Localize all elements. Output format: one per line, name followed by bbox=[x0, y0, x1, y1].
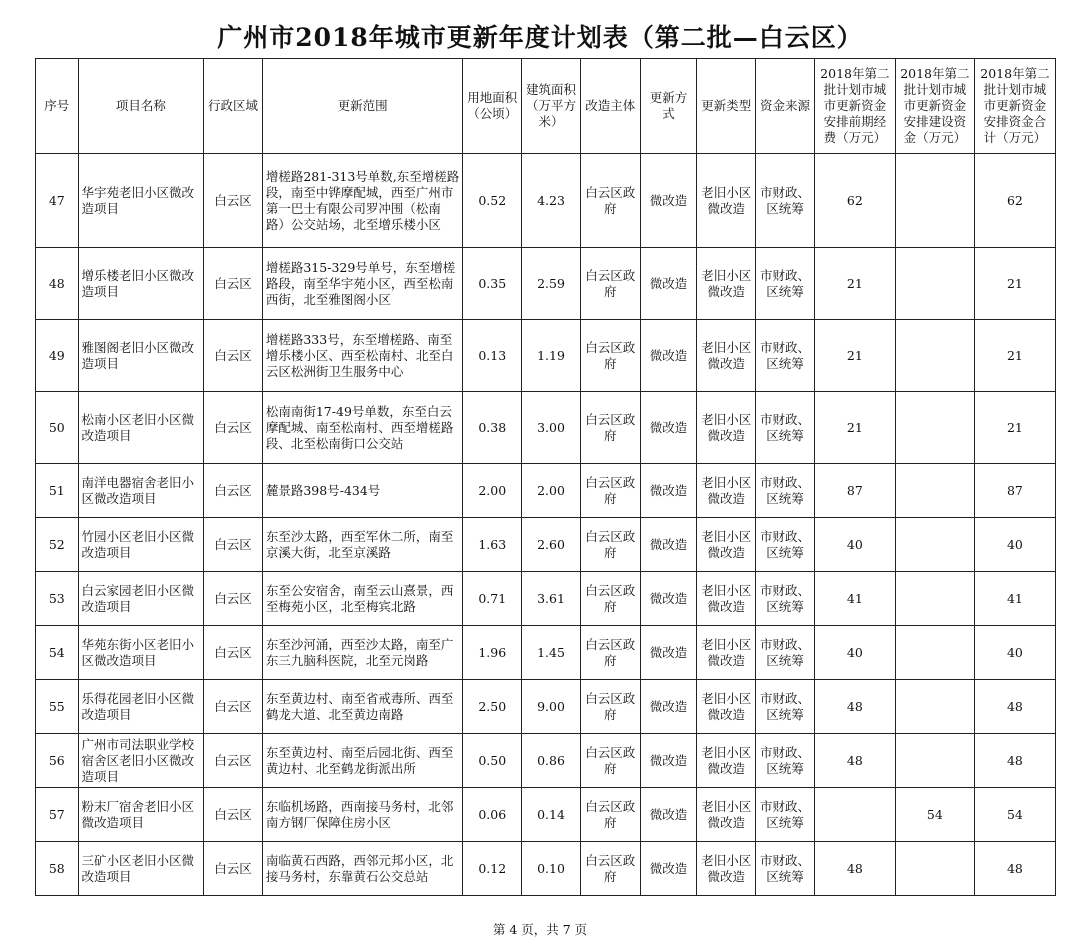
cell-district: 白云区 bbox=[204, 392, 263, 464]
cell-total-funds: 48 bbox=[974, 734, 1055, 788]
cell-district: 白云区 bbox=[204, 154, 263, 248]
cell-land-area: 0.06 bbox=[463, 788, 522, 842]
cell-subject: 白云区政府 bbox=[580, 626, 640, 680]
cell-land-area: 0.52 bbox=[463, 154, 522, 248]
cell-no: 53 bbox=[36, 572, 79, 626]
cell-name: 华苑东街小区老旧小区微改造项目 bbox=[78, 626, 204, 680]
cell-name: 增乐楼老旧小区微改造项目 bbox=[78, 248, 204, 320]
cell-land-area: 2.50 bbox=[463, 680, 522, 734]
header-scope: 更新范围 bbox=[262, 59, 463, 154]
cell-pre-funds: 48 bbox=[814, 680, 895, 734]
cell-construction-funds bbox=[895, 392, 974, 464]
cell-method: 微改造 bbox=[640, 680, 697, 734]
cell-construction-funds bbox=[895, 842, 974, 896]
cell-building-area: 3.61 bbox=[522, 572, 581, 626]
cell-building-area: 1.19 bbox=[522, 320, 581, 392]
cell-no: 58 bbox=[36, 842, 79, 896]
cell-district: 白云区 bbox=[204, 842, 263, 896]
cell-building-area: 2.00 bbox=[522, 464, 581, 518]
page-footer: 第 4 页，共 7 页 bbox=[492, 922, 588, 937]
cell-construction-funds bbox=[895, 248, 974, 320]
cell-building-area: 4.23 bbox=[522, 154, 581, 248]
cell-total-funds: 48 bbox=[974, 842, 1055, 896]
cell-fund-source: 市财政、区统筹 bbox=[756, 392, 815, 464]
cell-land-area: 0.13 bbox=[463, 320, 522, 392]
cell-district: 白云区 bbox=[204, 248, 263, 320]
header-construction-funds: 2018年第二批计划市城市更新资金安排建设资金（万元） bbox=[895, 59, 974, 154]
cell-total-funds: 54 bbox=[974, 788, 1055, 842]
cell-fund-source: 市财政、区统筹 bbox=[756, 518, 815, 572]
cell-land-area: 0.38 bbox=[463, 392, 522, 464]
cell-fund-source: 市财政、区统筹 bbox=[756, 572, 815, 626]
cell-name: 粉末厂宿舍老旧小区微改造项目 bbox=[78, 788, 204, 842]
cell-scope: 东至沙太路，西至军休二所，南至京溪大街，北至京溪路 bbox=[262, 518, 463, 572]
cell-total-funds: 48 bbox=[974, 680, 1055, 734]
header-type: 更新类型 bbox=[697, 59, 756, 154]
header-fund-source: 资金来源 bbox=[756, 59, 815, 154]
cell-land-area: 1.96 bbox=[463, 626, 522, 680]
cell-total-funds: 40 bbox=[974, 518, 1055, 572]
cell-land-area: 0.71 bbox=[463, 572, 522, 626]
table-header-row bbox=[36, 59, 1056, 154]
cell-scope: 增槎路281-313号单数,东至增槎路段，南至中铧摩配城，西至广州市第一巴士有限公司罗冲围（松南路）公交站场，北至增乐楼小区 bbox=[262, 154, 463, 248]
cell-no: 56 bbox=[36, 734, 79, 788]
cell-fund-source: 市财政、区统筹 bbox=[756, 842, 815, 896]
cell-no: 49 bbox=[36, 320, 79, 392]
header-subject: 改造主体 bbox=[580, 59, 640, 154]
cell-district: 白云区 bbox=[204, 320, 263, 392]
cell-land-area: 0.12 bbox=[463, 842, 522, 896]
cell-construction-funds bbox=[895, 572, 974, 626]
table-row bbox=[36, 680, 1056, 734]
cell-pre-funds: 87 bbox=[814, 464, 895, 518]
cell-type: 老旧小区微改造 bbox=[697, 518, 756, 572]
table-row bbox=[36, 464, 1056, 518]
cell-method: 微改造 bbox=[640, 518, 697, 572]
cell-name: 三矿小区老旧小区微改造项目 bbox=[78, 842, 204, 896]
plan-table bbox=[35, 58, 1056, 896]
cell-scope: 松南南街17-49号单数，东至白云摩配城、南至松南村、西至增槎路段、北至松南街口公交站 bbox=[262, 392, 463, 464]
cell-subject: 白云区政府 bbox=[580, 464, 640, 518]
table-row bbox=[36, 572, 1056, 626]
cell-method: 微改造 bbox=[640, 392, 697, 464]
table-row bbox=[36, 626, 1056, 680]
cell-name: 松南小区老旧小区微改造项目 bbox=[78, 392, 204, 464]
cell-type: 老旧小区微改造 bbox=[697, 392, 756, 464]
cell-construction-funds bbox=[895, 518, 974, 572]
cell-scope: 东至公安宿舍，南至云山熹景，西至梅苑小区，北至梅宾北路 bbox=[262, 572, 463, 626]
cell-type: 老旧小区微改造 bbox=[697, 842, 756, 896]
cell-total-funds: 87 bbox=[974, 464, 1055, 518]
cell-fund-source: 市财政、区统筹 bbox=[756, 626, 815, 680]
cell-building-area: 9.00 bbox=[522, 680, 581, 734]
cell-district: 白云区 bbox=[204, 788, 263, 842]
cell-scope: 东至黄边村、南至后园北街、西至黄边村、北至鹤龙街派出所 bbox=[262, 734, 463, 788]
header-method: 更新方式 bbox=[640, 59, 697, 154]
cell-district: 白云区 bbox=[204, 464, 263, 518]
cell-subject: 白云区政府 bbox=[580, 248, 640, 320]
cell-method: 微改造 bbox=[640, 464, 697, 518]
cell-building-area: 2.60 bbox=[522, 518, 581, 572]
cell-name: 白云家园老旧小区微改造项目 bbox=[78, 572, 204, 626]
cell-building-area: 2.59 bbox=[522, 248, 581, 320]
cell-method: 微改造 bbox=[640, 248, 697, 320]
cell-pre-funds: 21 bbox=[814, 320, 895, 392]
cell-district: 白云区 bbox=[204, 626, 263, 680]
cell-pre-funds: 48 bbox=[814, 734, 895, 788]
cell-construction-funds bbox=[895, 734, 974, 788]
cell-subject: 白云区政府 bbox=[580, 154, 640, 248]
header-district: 行政区域 bbox=[204, 59, 263, 154]
cell-subject: 白云区政府 bbox=[580, 572, 640, 626]
cell-total-funds: 21 bbox=[974, 392, 1055, 464]
header-name: 项目名称 bbox=[78, 59, 204, 154]
cell-no: 54 bbox=[36, 626, 79, 680]
cell-no: 57 bbox=[36, 788, 79, 842]
cell-scope: 南临黄石西路，西邻元邦小区，北接马务村，东靠黄石公交总站 bbox=[262, 842, 463, 896]
cell-total-funds: 62 bbox=[974, 154, 1055, 248]
table-row bbox=[36, 248, 1056, 320]
table-row bbox=[36, 320, 1056, 392]
cell-pre-funds: 40 bbox=[814, 518, 895, 572]
cell-district: 白云区 bbox=[204, 572, 263, 626]
cell-fund-source: 市财政、区统筹 bbox=[756, 154, 815, 248]
cell-scope: 麓景路398号-434号 bbox=[262, 464, 463, 518]
cell-subject: 白云区政府 bbox=[580, 680, 640, 734]
cell-method: 微改造 bbox=[640, 842, 697, 896]
cell-name: 南洋电器宿舍老旧小区微改造项目 bbox=[78, 464, 204, 518]
table-row bbox=[36, 154, 1056, 248]
cell-subject: 白云区政府 bbox=[580, 734, 640, 788]
cell-method: 微改造 bbox=[640, 154, 697, 248]
page-title: 广州市2018年城市更新年度计划表（第二批—白云区） bbox=[217, 23, 863, 52]
header-total-funds: 2018年第二批计划市城市更新资金安排资金合计（万元） bbox=[974, 59, 1055, 154]
cell-name: 竹园小区老旧小区微改造项目 bbox=[78, 518, 204, 572]
cell-name: 乐得花园老旧小区微改造项目 bbox=[78, 680, 204, 734]
table-row bbox=[36, 518, 1056, 572]
cell-building-area: 1.45 bbox=[522, 626, 581, 680]
cell-fund-source: 市财政、区统筹 bbox=[756, 248, 815, 320]
cell-pre-funds: 40 bbox=[814, 626, 895, 680]
cell-scope: 增槎路315-329号单号，东至增槎路段，南至华宇苑小区，西至松南西街，北至雅图阁小区 bbox=[262, 248, 463, 320]
cell-land-area: 0.50 bbox=[463, 734, 522, 788]
cell-district: 白云区 bbox=[204, 680, 263, 734]
cell-construction-funds bbox=[895, 464, 974, 518]
cell-type: 老旧小区微改造 bbox=[697, 248, 756, 320]
cell-land-area: 1.63 bbox=[463, 518, 522, 572]
cell-total-funds: 21 bbox=[974, 248, 1055, 320]
cell-no: 50 bbox=[36, 392, 79, 464]
cell-scope: 东临机场路，西南接马务村，北邻南方钢厂保障住房小区 bbox=[262, 788, 463, 842]
cell-total-funds: 21 bbox=[974, 320, 1055, 392]
cell-building-area: 0.10 bbox=[522, 842, 581, 896]
cell-pre-funds: 41 bbox=[814, 572, 895, 626]
cell-pre-funds: 21 bbox=[814, 392, 895, 464]
cell-subject: 白云区政府 bbox=[580, 842, 640, 896]
cell-no: 48 bbox=[36, 248, 79, 320]
cell-scope: 东至黄边村、南至省戒毒所、西至鹤龙大道、北至黄边南路 bbox=[262, 680, 463, 734]
header-building-area: 建筑面积（万平方米） bbox=[522, 59, 581, 154]
cell-name: 广州市司法职业学校宿舍区老旧小区微改造项目 bbox=[78, 734, 204, 788]
cell-construction-funds bbox=[895, 320, 974, 392]
cell-pre-funds: 62 bbox=[814, 154, 895, 248]
cell-no: 52 bbox=[36, 518, 79, 572]
cell-method: 微改造 bbox=[640, 572, 697, 626]
cell-district: 白云区 bbox=[204, 734, 263, 788]
cell-construction-funds bbox=[895, 626, 974, 680]
cell-scope: 东至沙河涌，西至沙太路，南至广东三九脑科医院，北至元岗路 bbox=[262, 626, 463, 680]
cell-subject: 白云区政府 bbox=[580, 320, 640, 392]
cell-fund-source: 市财政、区统筹 bbox=[756, 680, 815, 734]
cell-method: 微改造 bbox=[640, 734, 697, 788]
cell-total-funds: 41 bbox=[974, 572, 1055, 626]
cell-subject: 白云区政府 bbox=[580, 788, 640, 842]
cell-land-area: 0.35 bbox=[463, 248, 522, 320]
cell-scope: 增槎路333号，东至增槎路、南至增乐楼小区、西至松南村、北至白云区松洲街卫生服务中心 bbox=[262, 320, 463, 392]
cell-building-area: 0.14 bbox=[522, 788, 581, 842]
cell-no: 47 bbox=[36, 154, 79, 248]
cell-building-area: 0.86 bbox=[522, 734, 581, 788]
cell-type: 老旧小区微改造 bbox=[697, 154, 756, 248]
cell-subject: 白云区政府 bbox=[580, 392, 640, 464]
table-row bbox=[36, 842, 1056, 896]
cell-type: 老旧小区微改造 bbox=[697, 464, 756, 518]
cell-fund-source: 市财政、区统筹 bbox=[756, 734, 815, 788]
cell-pre-funds: 48 bbox=[814, 842, 895, 896]
cell-type: 老旧小区微改造 bbox=[697, 320, 756, 392]
cell-fund-source: 市财政、区统筹 bbox=[756, 788, 815, 842]
cell-no: 51 bbox=[36, 464, 79, 518]
cell-type: 老旧小区微改造 bbox=[697, 626, 756, 680]
cell-subject: 白云区政府 bbox=[580, 518, 640, 572]
cell-no: 55 bbox=[36, 680, 79, 734]
table-row bbox=[36, 392, 1056, 464]
header-no: 序号 bbox=[36, 59, 79, 154]
cell-method: 微改造 bbox=[640, 788, 697, 842]
table-row bbox=[36, 734, 1056, 788]
cell-type: 老旧小区微改造 bbox=[697, 788, 756, 842]
cell-construction-funds bbox=[895, 680, 974, 734]
cell-fund-source: 市财政、区统筹 bbox=[756, 320, 815, 392]
cell-total-funds: 40 bbox=[974, 626, 1055, 680]
cell-type: 老旧小区微改造 bbox=[697, 572, 756, 626]
cell-construction-funds: 54 bbox=[895, 788, 974, 842]
cell-district: 白云区 bbox=[204, 518, 263, 572]
cell-pre-funds bbox=[814, 788, 895, 842]
header-land-area: 用地面积（公顷） bbox=[463, 59, 522, 154]
cell-type: 老旧小区微改造 bbox=[697, 680, 756, 734]
cell-building-area: 3.00 bbox=[522, 392, 581, 464]
cell-name: 华宇苑老旧小区微改造项目 bbox=[78, 154, 204, 248]
cell-pre-funds: 21 bbox=[814, 248, 895, 320]
cell-type: 老旧小区微改造 bbox=[697, 734, 756, 788]
cell-land-area: 2.00 bbox=[463, 464, 522, 518]
cell-name: 雅图阁老旧小区微改造项目 bbox=[78, 320, 204, 392]
header-pre-funds: 2018年第二批计划市城市更新资金安排前期经费（万元） bbox=[814, 59, 895, 154]
cell-method: 微改造 bbox=[640, 320, 697, 392]
cell-method: 微改造 bbox=[640, 626, 697, 680]
cell-fund-source: 市财政、区统筹 bbox=[756, 464, 815, 518]
cell-construction-funds bbox=[895, 154, 974, 248]
table-row bbox=[36, 788, 1056, 842]
